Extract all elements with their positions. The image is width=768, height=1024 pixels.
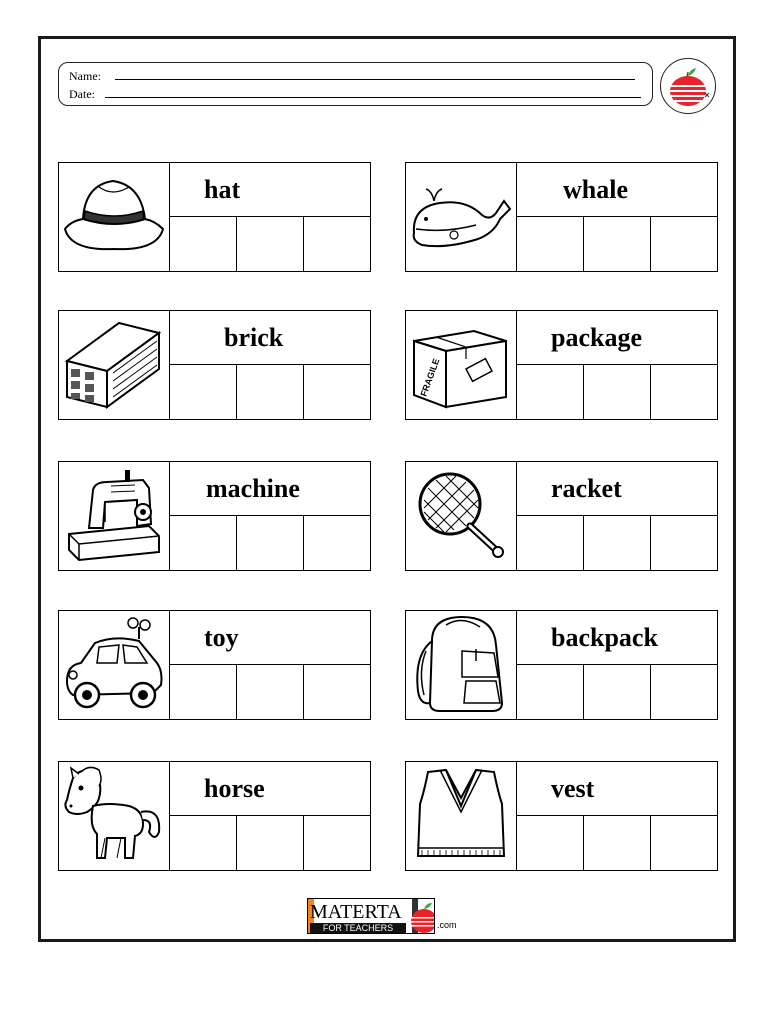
letter-box[interactable] (304, 665, 370, 719)
letter-box[interactable] (517, 665, 584, 719)
hat-icon (59, 163, 170, 271)
word-card-toy (58, 610, 371, 720)
letter-boxes (517, 665, 717, 719)
name-date-box (58, 62, 653, 106)
word-card-backpack (405, 610, 718, 720)
letter-boxes (170, 217, 370, 271)
letter-box[interactable] (170, 217, 237, 271)
logo-box (307, 898, 435, 934)
logo-domain: .com (437, 920, 457, 930)
word-label: vest (517, 762, 717, 816)
apple-icon (408, 901, 435, 934)
word-card-brick (58, 310, 371, 420)
letter-box[interactable] (170, 665, 237, 719)
letter-boxes (170, 665, 370, 719)
letter-box[interactable] (170, 365, 237, 419)
word-label: hat (170, 163, 370, 217)
package-icon (406, 311, 517, 419)
date-line[interactable] (69, 87, 95, 101)
letter-box[interactable] (517, 816, 584, 870)
brick-icon (59, 311, 170, 419)
letter-box[interactable] (517, 365, 584, 419)
racket-icon (406, 462, 517, 570)
letter-box[interactable] (170, 516, 237, 570)
word-card-machine (58, 461, 371, 571)
vest-icon (406, 762, 517, 870)
letter-box[interactable] (651, 816, 717, 870)
date-label: Date: (69, 87, 95, 101)
letter-box[interactable] (237, 217, 304, 271)
word-label: backpack (517, 611, 717, 665)
word-card-horse (58, 761, 371, 871)
letter-box[interactable] (517, 217, 584, 271)
fragile-stamp: FRAGILE (418, 357, 442, 398)
letter-boxes (517, 816, 717, 870)
word-card-whale (405, 162, 718, 272)
letter-box[interactable] (584, 665, 651, 719)
backpack-icon (406, 611, 517, 719)
sewing-machine-icon (59, 462, 170, 570)
name-label: Name: (69, 69, 101, 83)
apple-logo-icon (660, 58, 716, 114)
letter-boxes (517, 365, 717, 419)
logo-tagline: FOR TEACHERS (310, 923, 406, 934)
letter-boxes (170, 516, 370, 570)
word-label: toy (170, 611, 370, 665)
letter-box[interactable] (237, 365, 304, 419)
letter-box[interactable] (304, 516, 370, 570)
letter-box[interactable] (304, 365, 370, 419)
letter-boxes (170, 365, 370, 419)
horse-icon (59, 762, 170, 870)
letter-boxes (517, 516, 717, 570)
name-line[interactable] (69, 69, 101, 83)
toy-car-icon (59, 611, 170, 719)
word-card-hat (58, 162, 371, 272)
letter-box[interactable] (170, 816, 237, 870)
letter-box[interactable] (584, 217, 651, 271)
letter-box[interactable] (651, 516, 717, 570)
letter-box[interactable] (651, 365, 717, 419)
letter-box[interactable] (517, 516, 584, 570)
word-label: horse (170, 762, 370, 816)
letter-box[interactable] (584, 365, 651, 419)
letter-box[interactable] (584, 516, 651, 570)
materta-logo[interactable] (307, 898, 467, 936)
word-card-package (405, 310, 718, 420)
word-label: brick (170, 311, 370, 365)
letter-box[interactable] (304, 816, 370, 870)
letter-box[interactable] (584, 816, 651, 870)
word-label: whale (517, 163, 717, 217)
letter-box[interactable] (304, 217, 370, 271)
whale-icon (406, 163, 517, 271)
logo-brand: MATERTA (310, 901, 402, 923)
letter-box[interactable] (651, 665, 717, 719)
letter-boxes (170, 816, 370, 870)
word-label: machine (170, 462, 370, 516)
letter-box[interactable] (237, 816, 304, 870)
word-card-racket (405, 461, 718, 571)
word-label: racket (517, 462, 717, 516)
letter-box[interactable] (237, 516, 304, 570)
letter-box[interactable] (237, 665, 304, 719)
letter-boxes (517, 217, 717, 271)
letter-box[interactable] (651, 217, 717, 271)
word-card-vest (405, 761, 718, 871)
word-label: package (517, 311, 717, 365)
